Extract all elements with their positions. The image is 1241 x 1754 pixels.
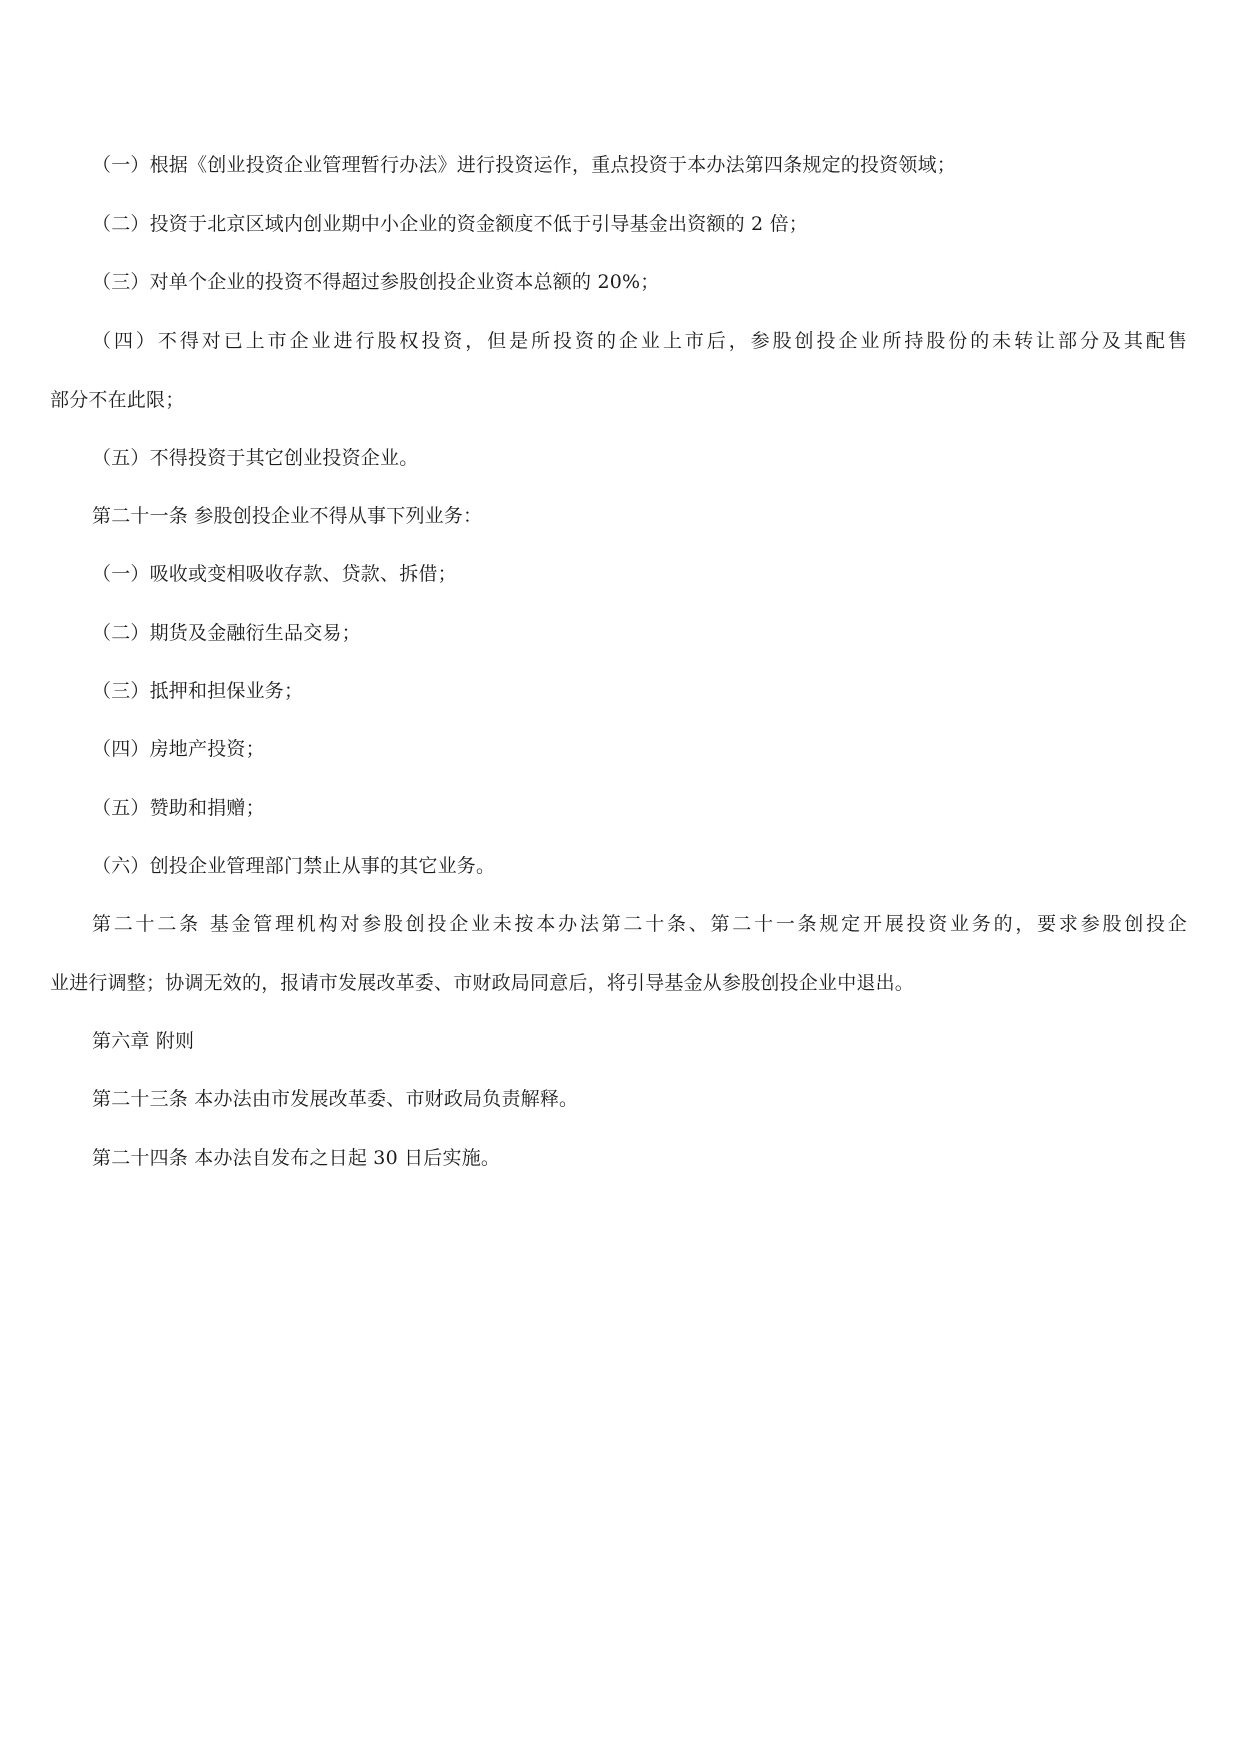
text-line: （三）抵押和担保业务； xyxy=(92,680,304,702)
text-line: 第二十一条 参股创投企业不得从事下列业务： xyxy=(92,505,483,527)
text-line: 部分不在此限； xyxy=(50,389,185,411)
text-line: 第二十四条 本办法自发布之日起 30 日后实施。 xyxy=(92,1147,501,1169)
text-line: （五）赞助和捐赠； xyxy=(92,797,265,819)
text-line: （一）根据《创业投资企业管理暂行办法》进行投资运作，重点投资于本办法第四条规定的投资领域； xyxy=(92,154,957,176)
text-line: （四）房地产投资； xyxy=(92,738,265,760)
text-line: （三）对单个企业的投资不得超过参股创投企业资本总额的 20%； xyxy=(92,271,660,293)
text-line: （二）期货及金融衍生品交易； xyxy=(92,622,361,644)
text-line: （二）投资于北京区域内创业期中小企业的资金额度不低于引导基金出资额的 2 倍； xyxy=(92,213,808,235)
chapter-heading: 第六章 附则 xyxy=(92,1030,195,1052)
text-line: （四）不得对已上市企业进行股权投资，但是所投资的企业上市后，参股创投企业所持股份的未转让部分及其配售 xyxy=(92,330,1187,352)
text-line: （六）创投企业管理部门禁止从事的其它业务。 xyxy=(92,855,496,877)
text-line: 第二十二条 基金管理机构对参股创投企业未按本办法第二十条、第二十一条规定开展投资业务的，要求参股创投企 xyxy=(92,913,1187,935)
text-line: （五）不得投资于其它创业投资企业。 xyxy=(92,447,419,469)
text-line: 第二十三条 本办法由市发展改革委、市财政局负责解释。 xyxy=(92,1088,579,1110)
text-line: 业进行调整；协调无效的，报请市发展改革委、市财政局同意后，将引导基金从参股创投企业中退出。 xyxy=(50,972,915,994)
text-line: （一）吸收或变相吸收存款、贷款、拆借； xyxy=(92,563,457,585)
